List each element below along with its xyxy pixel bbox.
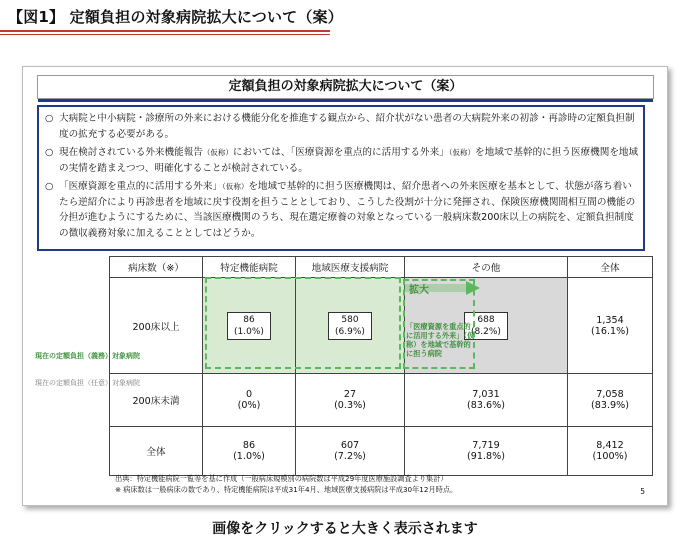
cell-count: 27 — [343, 389, 357, 400]
cell-percent: (16.1%) — [591, 325, 629, 337]
slide-title-text: 定額負担の対象病院拡大について（案） — [228, 79, 463, 94]
cell-percent: (8.2%) — [471, 326, 501, 337]
cell-percent: (83.6%) — [467, 400, 505, 411]
cell-count: 607 — [340, 440, 360, 451]
cell-count: 1,354 — [596, 314, 624, 326]
cell-count: 8,412 — [596, 440, 624, 451]
source-note: 出典：特定機能病院一覧等を基に作成（一般病床規模別の病院数は平成29年度医療施設調査より集計） — [115, 474, 448, 483]
table-cell — [296, 374, 405, 427]
cell-percent: (1.0%) — [233, 451, 265, 462]
bullet-text: 「医療資源を重点的に活用する外来」 — [59, 181, 223, 192]
table-cell — [296, 427, 405, 476]
cell-percent: (100%) — [592, 451, 628, 462]
source-notes — [115, 473, 457, 495]
source-note: ※ 病床数は一般病床の数であり、特定機能病院は平成31年4月、地域医療支援病院は平成30年12月時点。 — [115, 485, 458, 494]
circle-bullet-icon: ○ — [45, 181, 54, 192]
bullet-box — [37, 105, 645, 251]
header-cell: 病床数（※） — [110, 257, 203, 278]
table-cell — [405, 374, 568, 427]
table-cell — [296, 278, 405, 374]
table-row — [110, 278, 653, 374]
legend-current-target: 現在の定額負担（義務）対象病院 — [35, 352, 140, 360]
table-cell — [203, 278, 296, 374]
table-row — [110, 427, 653, 476]
table-cell — [568, 278, 653, 374]
bullet-text: 大病院と中小病院・診療所の外来における機能分化を推進する観点から、紹介状がない患者の大病院外来の初診・再診時の定額負担制度の拡充する必要がある。 — [59, 113, 635, 140]
figure-title: 【図1】 定額負担の対象病院拡大について（案） — [8, 8, 343, 26]
cell-count: 580 — [341, 314, 359, 325]
table-cell — [568, 427, 653, 476]
title-band — [38, 99, 653, 102]
row-label: 200床未満 — [110, 374, 203, 427]
bullet-point-1 — [43, 111, 639, 142]
bullet-note: （仮称） — [448, 148, 476, 157]
table-cell — [203, 374, 296, 427]
bullet-note: （仮称） — [202, 148, 233, 157]
cell-count: 86 — [243, 314, 255, 325]
hospital-count-table — [109, 256, 653, 476]
bullet-text: を地域で基幹的に担う医療機関は、紹介患者への外来医療を基本として、状態が落ち着いたら逆紹介により再診患者を地域に戻す役割を担うこととしており、こうした役割が十分に発揮され、保険医療機関間相互間の機能の分担が進むようにするために、当該医療機関のうち、現在選定療養の対象となっている一般病床数200床以上の病院を、定額負担制度の徴収義務対象に加えることとしてはどうか。 — [59, 181, 636, 239]
cell-count: 7,058 — [596, 389, 624, 400]
circle-bullet-icon: ○ — [45, 147, 54, 158]
header-cell: その他 — [405, 257, 568, 278]
cell-percent: (0.3%) — [334, 400, 366, 411]
cell-count: 7,719 — [472, 440, 500, 451]
bullet-point-3 — [43, 179, 639, 241]
enlarge-caption-link[interactable]: 画像をクリックすると大きく表示されます — [212, 521, 478, 537]
table-cell — [405, 427, 568, 476]
slide-image[interactable] — [22, 66, 668, 506]
title-underline-thin — [0, 34, 330, 35]
bullet-point-2 — [43, 145, 639, 176]
bullet-text: を地域で基幹的に担う医療機関を地域の実情を踏まえつつ、明確化することが検討されている。 — [59, 147, 639, 174]
slide-title — [37, 75, 654, 99]
value-box — [328, 312, 372, 340]
cell-percent: (6.9%) — [335, 326, 365, 337]
table-cell — [203, 427, 296, 476]
table-header-row — [110, 257, 653, 278]
cell-percent: (91.8%) — [467, 451, 505, 462]
header-cell: 特定機能病院 — [203, 257, 296, 278]
table-row — [110, 374, 653, 427]
cell-count: 688 — [477, 314, 495, 325]
cell-percent: (83.9%) — [591, 400, 629, 411]
bullet-note: （仮称） — [222, 182, 249, 191]
row-label: 200床以上 — [110, 278, 203, 374]
bullet-text: においては、「医療資源を重点的に活用する外来」 — [232, 147, 449, 158]
expansion-note: 「医療資源を重点的に活用する外来」（仮称）を地域で基幹的に担う病院 — [406, 322, 475, 358]
legend-optional-target: 現在の定額負担（任意）対象病院 — [35, 379, 140, 387]
title-underline — [0, 30, 330, 32]
cell-percent: (1.0%) — [234, 326, 264, 337]
cell-count: 0 — [245, 389, 253, 400]
expand-label: 拡大 — [409, 285, 429, 296]
cell-count: 7,031 — [472, 389, 500, 400]
page-number: 5 — [640, 487, 645, 496]
header-cell: 全体 — [568, 257, 653, 278]
row-label: 全体 — [110, 427, 203, 476]
header-cell: 地域医療支援病院 — [296, 257, 405, 278]
cell-percent: (7.2%) — [334, 451, 366, 462]
cell-percent: (0%) — [237, 400, 261, 411]
circle-bullet-icon: ○ — [45, 113, 54, 124]
cell-count: 86 — [242, 440, 256, 451]
table-cell — [568, 374, 653, 427]
bullet-text: 現在検討されている外来機能報告 — [59, 147, 203, 158]
value-box — [227, 312, 271, 340]
